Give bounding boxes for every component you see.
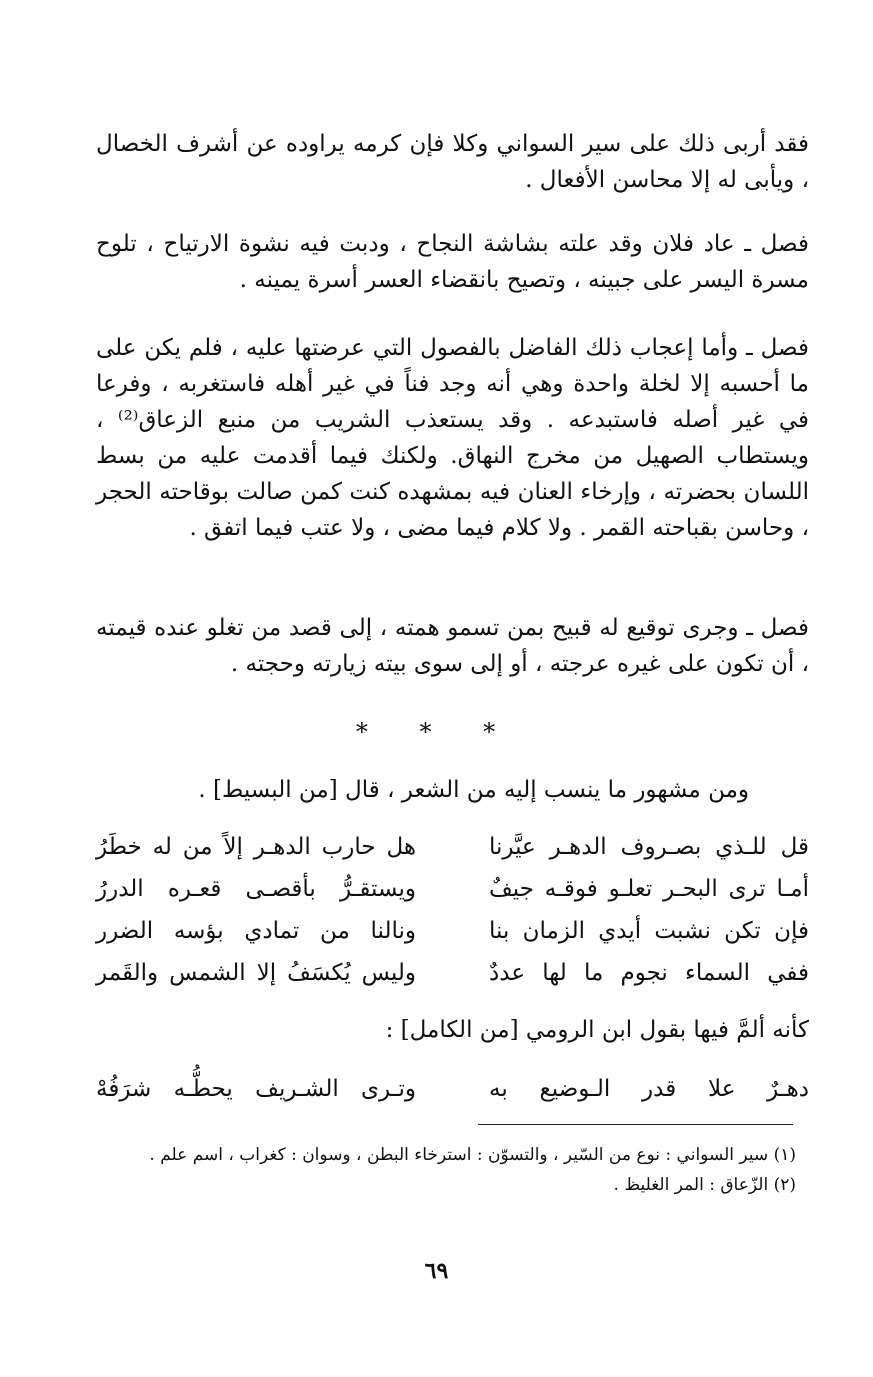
paragraph-text: فصل ـ عاد فلان وقد علته بشاشة النجاح ، ودبت فيه نشوة الارتياح ، تلوح مسرة اليسر على جبينه ، وتصيح بانقضاء العسر أسرة يمينه . [96, 231, 809, 293]
poem-verse [96, 826, 809, 868]
paragraph-text: فقد أربى ذلك على سير السواني وكلا فإن كرمه يراوده عن أشرف الخصال ، ويأبى له إلا محاسن الأفعال . [96, 131, 809, 193]
paragraph-text: فصل ـ وأما إعجاب ذلك الفاضل بالفصول التي عرضتها عليه ، فلم يكن على ما أحسبه إلا لخلة واحدة وهي أنه وجد فناً في غير أهله فاستغربه ، وفرعا في غير أصله فاستبدعه . وقد يستعذب الشريب من منبع الزعاق⁽²⁾ ، ويستطاب الصهيل من مخرج النهاق. ولكنك فيما أقدمت عليه من بسط اللسان بحضرته ، وإرخاء العنان فيه بمشهده كنت كمن صالت بوقاحته الحجر ، وحاسن بقباحته القمر . ولا كلام فيما مضى ، ولا عتب فيما اتفق . [96, 335, 809, 541]
verse-second-hemistich: وليس يُكسَفُ إلا الشمس والقَمر [96, 960, 416, 986]
poem-intro-text: ومن مشهور ما ينسب إليه من الشعر ، قال [من البسيط] . [198, 777, 749, 803]
verse-first-hemistich: أمـا ترى البحـر تعلـو فوقـه جيفٌ [489, 876, 809, 902]
poem-intro [96, 772, 809, 812]
poem-verse [96, 910, 809, 952]
footnote-2: (٢) الزّعاق : المر الغليظ . [613, 1175, 796, 1195]
page-number: ٦٩ [424, 1258, 449, 1284]
poem-verse [96, 1068, 809, 1110]
poem-verse [96, 868, 809, 910]
poem2-intro-text: كأنه ألمَّ فيها بقول ابن الرومي [من الكامل] : [385, 1017, 809, 1043]
verse-first-hemistich: قل للـذي بصـروف الدهـر عيَّرنا [489, 834, 809, 860]
poem-verse [96, 952, 809, 994]
verse-second-hemistich: ويستقـرُّ بأقصـى قعـره الدررُ [96, 876, 416, 902]
paragraph-3 [96, 330, 809, 590]
section-separator: * * * [355, 718, 518, 746]
paragraph-4 [96, 610, 809, 690]
verse-first-hemistich: فإن تكن نشبت أيدي الزمان بنا [489, 918, 809, 944]
paragraph-1 [96, 126, 809, 206]
footnote-1: (١) سير السواني : نوع من السّير ، والتسوّن : استرخاء البطن ، وسوان : كغراب ، اسم علم . [149, 1145, 796, 1165]
poem2-intro [96, 1012, 809, 1052]
verse-first-hemistich: ففي السماء نجوم ما لها عددٌ [489, 960, 809, 986]
poem [96, 826, 809, 994]
verse-second-hemistich: هل حارب الدهـر إلاً من له خطَرُ [96, 834, 416, 860]
verse-first-hemistich: دهـرٌ علا قدر الـوضيع به [489, 1076, 809, 1102]
footnote-divider [478, 1124, 793, 1125]
verse-second-hemistich: ونالنا من تمادي بؤسه الضرر [96, 918, 416, 944]
paragraph-2 [96, 226, 809, 306]
poem2 [96, 1068, 809, 1110]
footnotes [120, 1140, 796, 1200]
paragraph-text: فصل ـ وجرى توقيع له قبيح بمن تسمو همته ، إلى قصد من تغلو عنده قيمته ، أن تكون على غيره عرجته ، أو إلى سوى بيته زيارته وحجته . [96, 615, 809, 677]
verse-second-hemistich: وتـرى الشـريف يحطُّـه شرَفُهْ [96, 1076, 416, 1102]
